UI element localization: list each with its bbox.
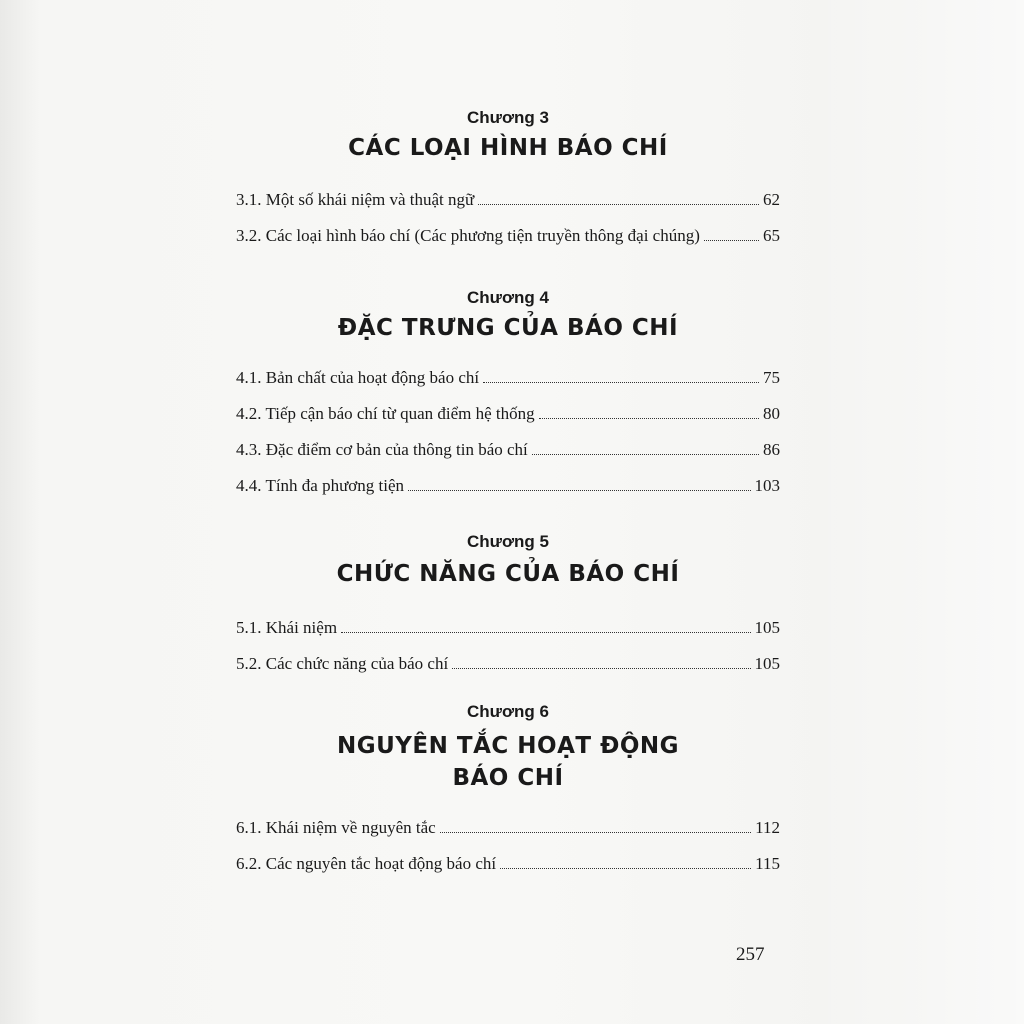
toc-entry-page: 115 [755, 854, 780, 873]
toc-entry-5-2[interactable] [236, 650, 780, 674]
chapter-4-title: ĐẶC TRƯNG CỦA BÁO CHÍ [337, 315, 679, 341]
toc-entry-label: 3.1. Một số khái niệm và thuật ngữ [236, 190, 475, 209]
chapter-6-title-line-2: BÁO CHÍ [452, 765, 564, 791]
toc-entry-4-4[interactable] [236, 472, 780, 496]
page-number: 257 [736, 944, 765, 965]
toc-entry-6-1[interactable] [236, 814, 780, 838]
dot-leader [478, 204, 759, 205]
dot-leader [408, 490, 750, 491]
toc-entry-label: 4.3. Đặc điểm cơ bản của thông tin báo chí [236, 440, 528, 459]
toc-entry-page: 105 [754, 654, 780, 673]
toc-entry-6-2[interactable] [236, 850, 780, 874]
chapter-4-number: Chương 4 [466, 288, 549, 307]
toc-entry-label: 6.2. Các nguyên tắc hoạt động báo chí [236, 854, 497, 873]
dot-leader [440, 832, 751, 833]
dot-leader [500, 868, 751, 869]
chapter-5-title: CHỨC NĂNG CỦA BÁO CHÍ [336, 561, 680, 587]
toc-entry-label: 3.2. Các loại hình báo chí (Các phương tiện truyền thông đại chúng) [236, 226, 700, 245]
toc-entry-4-3[interactable] [236, 436, 780, 460]
dot-leader [704, 240, 759, 241]
toc-entry-3-2[interactable] [236, 222, 780, 246]
toc-entry-label: 5.1. Khái niệm [236, 618, 338, 637]
dot-leader [483, 382, 759, 383]
toc-entry-label: 4.1. Bản chất của hoạt động báo chí [236, 368, 480, 387]
dot-leader [532, 454, 759, 455]
toc-entry-label: 4.2. Tiếp cận báo chí từ quan điểm hệ thống [236, 404, 535, 423]
chapter-6-title-line-1: NGUYÊN TẮC HOẠT ĐỘNG [336, 733, 680, 759]
dot-leader [539, 418, 759, 419]
toc-entry-3-1[interactable] [236, 186, 780, 210]
toc-entry-page: 75 [763, 368, 780, 387]
toc-entry-label: 5.2. Các chức năng của báo chí [236, 654, 449, 673]
chapter-3-number: Chương 3 [466, 108, 549, 127]
toc-entry-label: 6.1. Khái niệm về nguyên tắc [236, 818, 436, 837]
toc-entry-4-2[interactable] [236, 400, 780, 424]
chapter-3-title: CÁC LOẠI HÌNH BÁO CHÍ [348, 135, 668, 161]
toc-entry-page: 62 [763, 190, 780, 209]
toc-entry-page: 112 [755, 818, 780, 837]
toc-entry-page: 65 [763, 226, 780, 245]
dot-leader [452, 668, 750, 669]
chapter-6-number: Chương 6 [466, 702, 549, 721]
toc-entry-5-1[interactable] [236, 614, 780, 638]
chapter-5-number: Chương 5 [466, 532, 549, 551]
toc-entry-4-1[interactable] [236, 364, 780, 388]
toc-entry-page: 103 [754, 476, 780, 495]
toc-entry-page: 80 [763, 404, 780, 423]
dot-leader [341, 632, 750, 633]
toc-entry-page: 86 [763, 440, 780, 459]
toc-entry-label: 4.4. Tính đa phương tiện [236, 476, 405, 495]
toc-entry-page: 105 [754, 618, 780, 637]
